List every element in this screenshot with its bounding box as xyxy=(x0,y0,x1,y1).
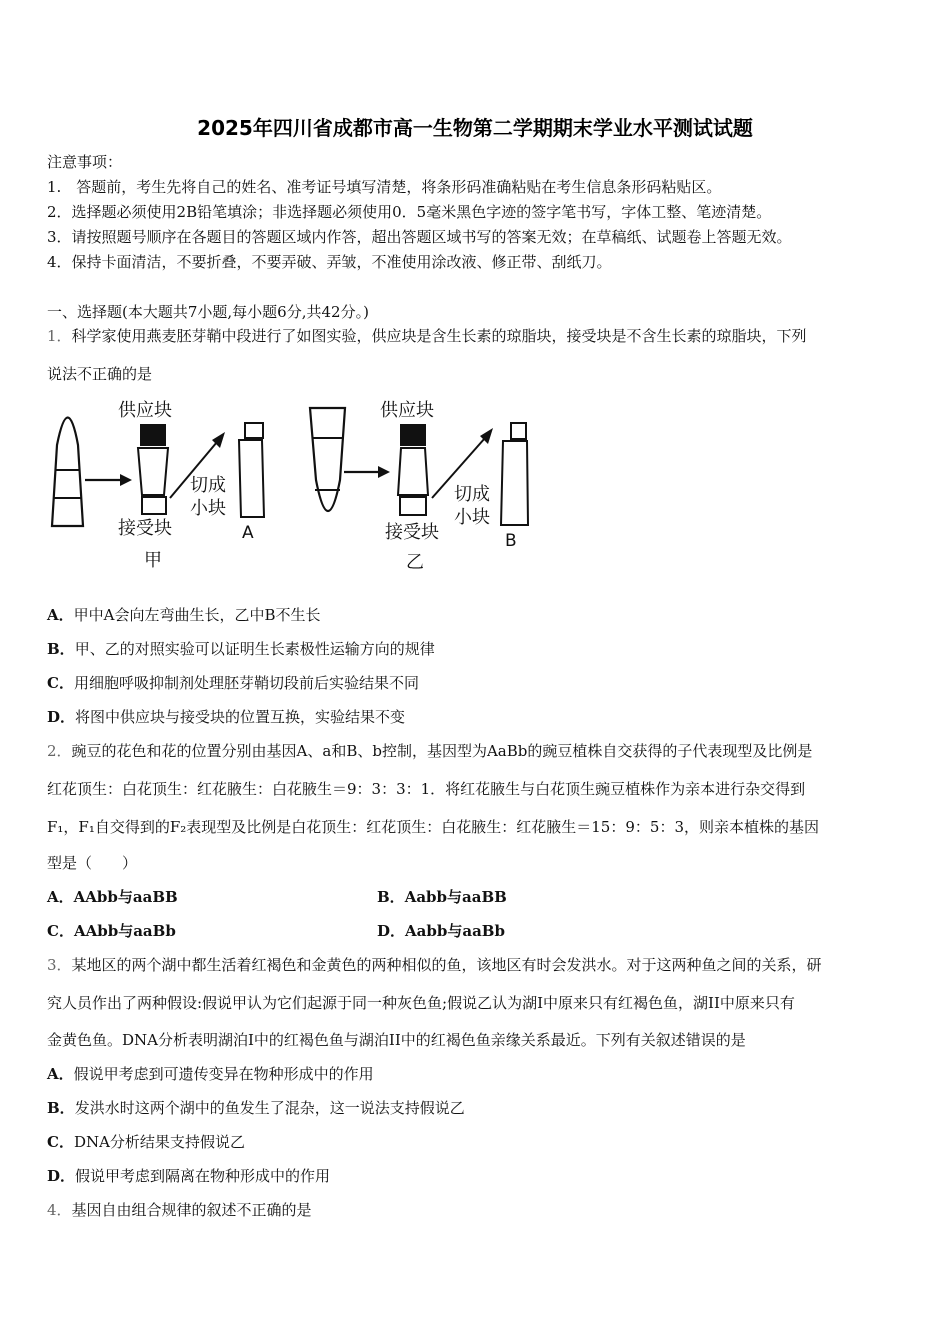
question-3-option-d[interactable]: D．假说甲考虑到隔离在物种形成中的作用 xyxy=(47,1167,331,1185)
cut-label-2-yi: 小块 xyxy=(454,507,490,528)
question-1-stem-line1 xyxy=(47,326,807,346)
donor-label-jia: 供应块 xyxy=(118,400,172,421)
result-segment-b xyxy=(501,441,528,525)
question-2-option-b[interactable]: B．Aabb与aaBB xyxy=(377,888,507,906)
question-3-stem-line1 xyxy=(47,955,822,975)
question-2-option-a[interactable]: A．AAbb与aaBB xyxy=(47,888,178,906)
result-block-b xyxy=(511,423,526,439)
question-number: 2． xyxy=(47,742,72,760)
notice-item-1: 1. 答题前，考生先将自己的姓名、准考证号填写清楚，将条形码准确粘贴在考生信息条形码粘贴区。 xyxy=(47,178,722,196)
page-title: 2025年四川省成都市高一生物第二学期期末学业水平测试试题 xyxy=(197,116,753,140)
question-number: 3． xyxy=(47,956,72,974)
question-2-option-d[interactable]: D．Aabb与aaBb xyxy=(377,922,505,940)
notice-item-3: 3．请按照题号顺序在各题目的答题区域内作答，超出答题区域书写的答案无效；在草稿纸、试题卷上答题无效。 xyxy=(47,228,792,246)
cut-label-1-jia: 切成 xyxy=(190,475,226,496)
receiver-block-yi xyxy=(400,497,426,515)
question-2-text: 豌豆的花色和花的位置分别由基因A、a和B、b控制，基因型为AaBb的豌豆植株自交获得的子代表现型及比例是 xyxy=(71,742,813,760)
experiment-name-yi: 乙 xyxy=(406,552,424,573)
result-label-b: B xyxy=(505,531,517,551)
question-3-stem-line3: 金黄色鱼。DNA分析表明湖泊Ⅰ中的红褐色鱼与湖泊II中的红褐色鱼亲缘关系最近。下列有关叙述错误的是 xyxy=(47,1031,746,1049)
donor-block-jia xyxy=(140,424,166,446)
receiver-label-jia: 接受块 xyxy=(118,518,172,539)
question-1-option-c[interactable]: C．用细胞呼吸抑制剂处理胚芽鞘切段前后实验结果不同 xyxy=(47,674,419,692)
question-number: 1． xyxy=(47,327,72,345)
question-2-stem-line1 xyxy=(47,741,812,761)
cut-label-2-jia: 小块 xyxy=(190,498,226,519)
donor-block-yi xyxy=(400,424,426,446)
question-2-stem-line4: 型是（ ） xyxy=(47,854,138,872)
question-3-text: 某地区的两个湖中都生活着红褐色和金黄色的两种相似的鱼，该地区有时会发洪水。对于这两种鱼之间的关系，研 xyxy=(71,956,822,974)
question-1-text: 科学家使用燕麦胚芽鞘中段进行了如图实验，供应块是含生长素的琼脂块，接受块是不含生长素的琼脂块，下列 xyxy=(71,327,807,345)
question-1-stem-line2: 说法不正确的是 xyxy=(47,365,153,383)
segment-yi xyxy=(398,448,428,495)
question-3-option-b[interactable]: B．发洪水时这两个湖中的鱼发生了混杂，这一说法支持假说乙 xyxy=(47,1099,465,1117)
segment-jia xyxy=(138,448,168,495)
cut-label-1-yi: 切成 xyxy=(454,484,490,505)
section-heading: 一、选择题(本大题共7小题,每小题6分,共42分。) xyxy=(47,303,369,321)
notice-item-2: 2．选择题必须使用2B铅笔填涂；非选择题必须使用0．5毫米黑色字迹的签字笔书写，字体工整、笔迹清楚。 xyxy=(47,203,772,221)
experiment-name-jia: 甲 xyxy=(144,550,162,571)
question-number: 4． xyxy=(47,1201,72,1219)
question-1-option-a[interactable]: A．甲中A会向左弯曲生长，乙中B不生长 xyxy=(47,606,321,624)
receiver-label-yi: 接受块 xyxy=(385,522,439,543)
question-4-text: 基因自由组合规律的叙述不正确的是 xyxy=(71,1201,312,1219)
question-3-option-a[interactable]: A．假说甲考虑到可遗传变异在物种形成中的作用 xyxy=(47,1065,374,1083)
result-label-a: A xyxy=(242,523,254,543)
arrow-yi xyxy=(344,466,390,478)
result-segment-a xyxy=(239,440,264,517)
question-1-option-d[interactable]: D．将图中供应块与接受块的位置互换，实验结果不变 xyxy=(47,708,406,726)
donor-label-yi: 供应块 xyxy=(380,400,434,421)
question-4-stem-line1 xyxy=(47,1200,312,1220)
question-2-option-c[interactable]: C．AAbb与aaBb xyxy=(47,922,176,940)
question-2-stem-line2: 红花顶生：白花顶生：红花腋生：白花腋生＝9：3：3：1．将红花腋生与白花顶生豌豆植株作为亲本进行杂交得到 xyxy=(47,780,806,798)
question-1-option-b[interactable]: B．甲、乙的对照实验可以证明生长素极性运输方向的规律 xyxy=(47,640,435,658)
experiment-figure xyxy=(40,390,900,580)
coleoptile-yi xyxy=(310,408,345,511)
notice-item-4: 4．保持卡面清洁，不要折叠，不要弄破、弄皱，不准使用涂改液、修正带、刮纸刀。 xyxy=(47,253,612,271)
result-block-a xyxy=(245,423,263,438)
question-3-option-c[interactable]: C．DNA分析结果支持假说乙 xyxy=(47,1133,245,1151)
coleoptile-jia xyxy=(52,418,83,527)
arrow-jia xyxy=(85,474,132,486)
receiver-block-jia xyxy=(142,497,166,514)
notice-heading: 注意事项： xyxy=(47,153,123,171)
question-2-stem-line3: F₁，F₁自交得到的F₂表现型及比例是白花顶生：红花顶生：白花腋生：红花腋生＝15：9：5：3，则亲本植株的基因 xyxy=(47,818,819,836)
question-3-stem-line2: 究人员作出了两种假设:假说甲认为它们起源于同一种灰色鱼;假说乙认为湖I中原来只有红褐色鱼，湖II中原来只有 xyxy=(47,994,795,1012)
